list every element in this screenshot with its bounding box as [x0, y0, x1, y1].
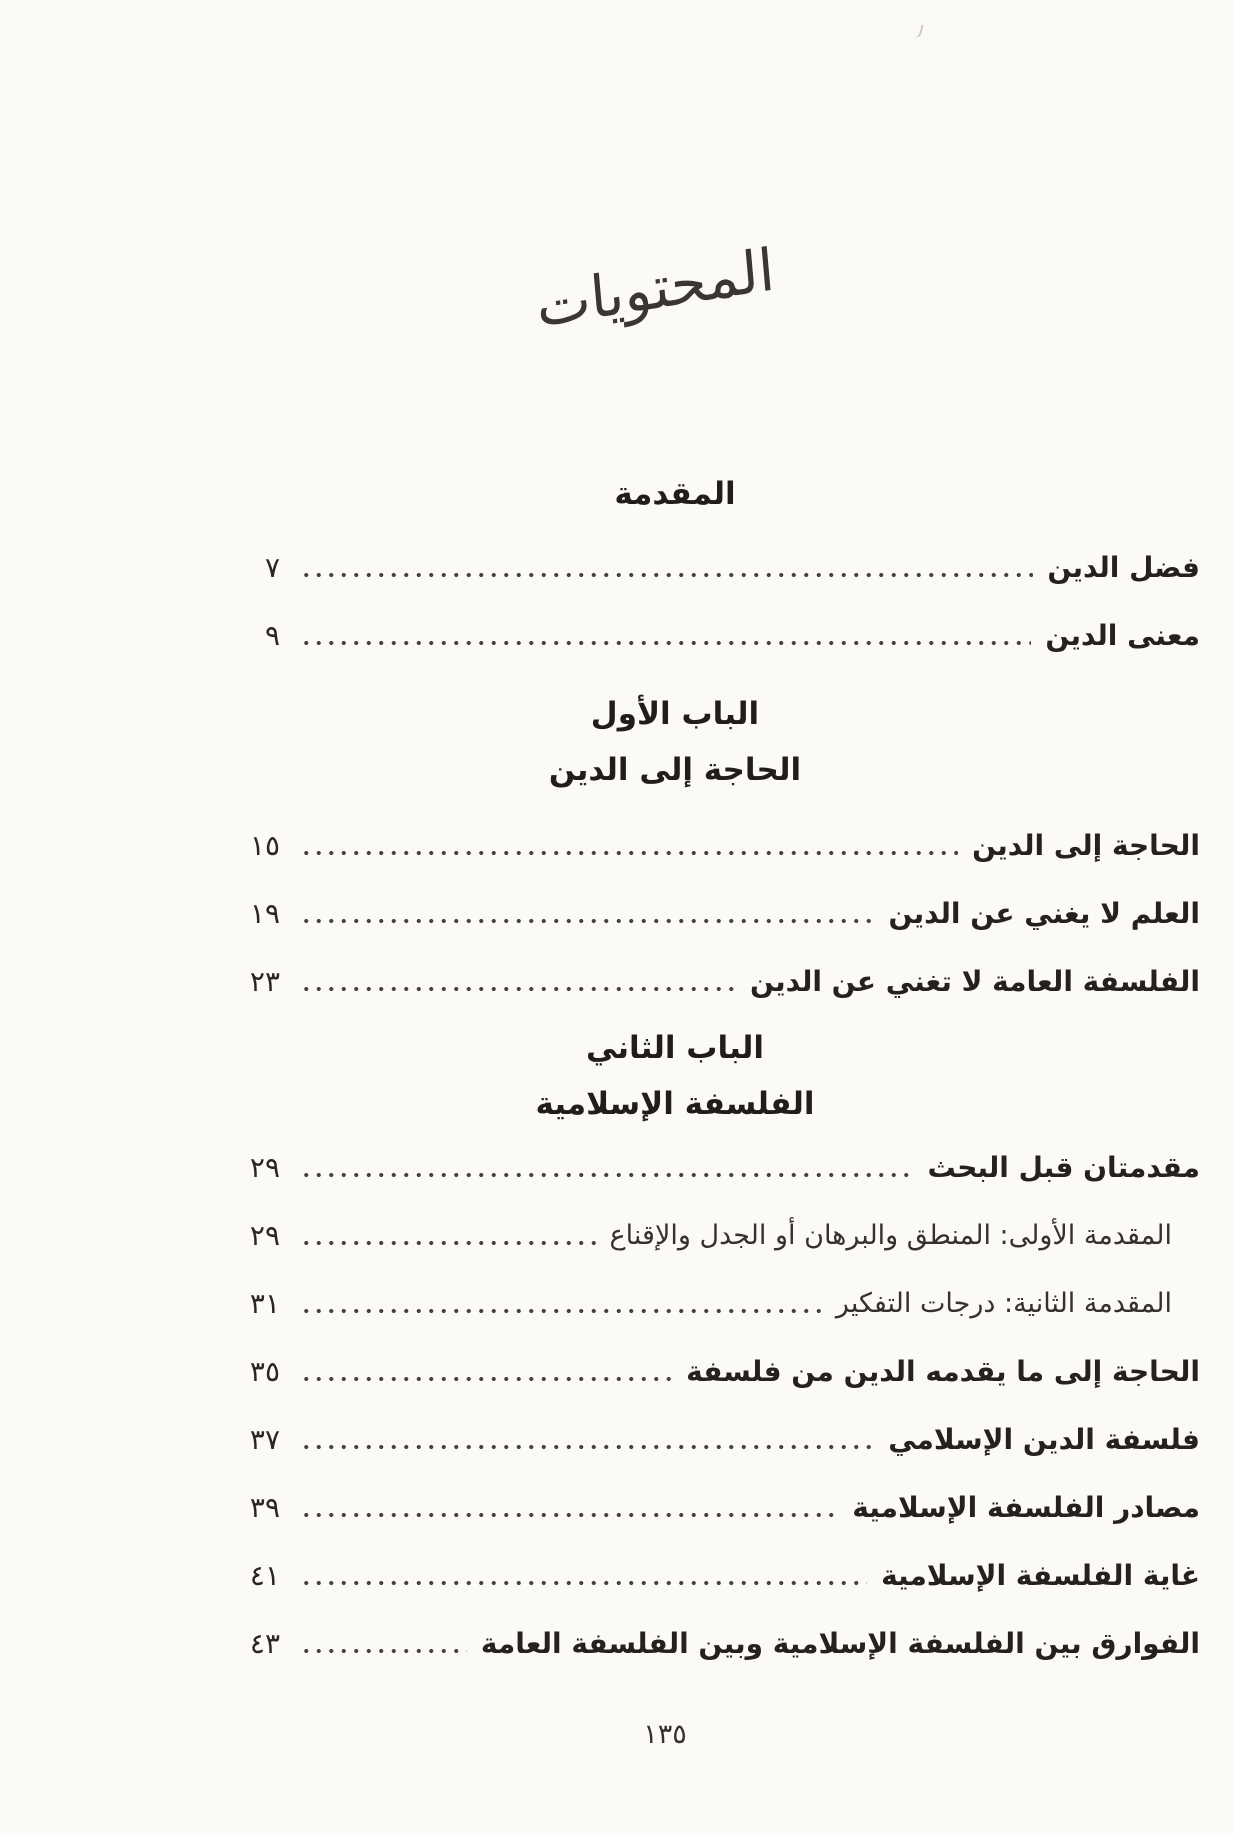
- section-heading: المقدمة: [614, 476, 736, 512]
- dot-leader: [300, 1442, 874, 1452]
- entry-page-number: ٢٣: [249, 964, 280, 998]
- entry-page-number: ٣٥: [249, 1354, 280, 1388]
- entry-title: العلم لا يغني عن الدين: [888, 896, 1200, 930]
- section-entries: [220, 533, 1200, 669]
- toc-section: [220, 1025, 1200, 1677]
- entry-title: مصادر الفلسفة الإسلامية: [852, 1490, 1200, 1524]
- entry-title: فلسفة الدين الإسلامي: [888, 1422, 1200, 1456]
- section-heading: الحاجة إلى الدين: [548, 752, 802, 788]
- entry-title: الحاجة إلى ما يقدمه الدين من فلسفة: [686, 1354, 1200, 1388]
- entry-title: مقدمتان قبل البحث: [927, 1150, 1200, 1184]
- entry-page-number: ٣٩: [249, 1490, 280, 1524]
- contents-title-calligraphy: المحتويات: [533, 235, 777, 341]
- section-entries: [220, 1133, 1200, 1677]
- entry-page-number: ١٩: [249, 896, 280, 930]
- entry-page-number: ٣١: [249, 1286, 280, 1320]
- toc-entry: [220, 879, 1200, 947]
- entry-title: معنى الدين: [1045, 618, 1200, 652]
- toc-entry: [220, 1133, 1200, 1201]
- toc-entry: [220, 811, 1200, 879]
- section-entries: [220, 811, 1200, 1015]
- toc-entry: [220, 1473, 1200, 1541]
- dot-leader: [300, 848, 958, 858]
- page-number: ١٣٥: [643, 1719, 687, 1750]
- section-headings: [220, 1025, 1200, 1127]
- toc-entry: [220, 601, 1200, 669]
- dot-leader: [300, 1646, 467, 1656]
- toc-entry: [220, 1609, 1200, 1677]
- dot-leader: [300, 1306, 822, 1316]
- contents-title-wrap: [0, 0, 1234, 341]
- section-heading: الباب الأول: [590, 696, 760, 732]
- toc-section: [220, 691, 1200, 1015]
- dot-leader: [300, 1578, 867, 1588]
- table-of-contents: [0, 473, 1234, 1677]
- toc-entry: [220, 1269, 1200, 1337]
- entry-page-number: ٢٩: [249, 1218, 280, 1252]
- entry-page-number: ٤٣: [249, 1626, 280, 1660]
- dot-leader: [300, 984, 736, 994]
- entry-page-number: ٣٧: [249, 1422, 280, 1456]
- dot-leader: [300, 570, 1033, 580]
- entry-title: الفلسفة العامة لا تغني عن الدين: [749, 964, 1200, 998]
- dot-leader: [300, 1170, 914, 1180]
- entry-title: المقدمة الثانية: درجات التفكير: [835, 1287, 1172, 1319]
- section-heading: الباب الثاني: [585, 1030, 765, 1066]
- toc-entry: [220, 947, 1200, 1015]
- entry-page-number: ٩: [264, 618, 280, 652]
- entry-page-number: ١٥: [249, 828, 280, 862]
- entry-title: غاية الفلسفة الإسلامية: [881, 1558, 1200, 1592]
- dot-leader: [300, 916, 874, 926]
- toc-entry: [220, 1541, 1200, 1609]
- entry-title: المقدمة الأولى: المنطق والبرهان أو الجدل والإقناع: [609, 1219, 1172, 1251]
- dot-leader: [300, 1238, 596, 1248]
- section-headings: [220, 691, 1200, 793]
- dot-leader: [300, 1374, 672, 1384]
- dot-leader: [300, 638, 1031, 648]
- toc-entry: [220, 1405, 1200, 1473]
- toc-entry: [220, 533, 1200, 601]
- entry-title: فضل الدين: [1047, 550, 1200, 584]
- section-heading: الفلسفة الإسلامية: [535, 1086, 815, 1122]
- entry-page-number: ٢٩: [249, 1150, 280, 1184]
- entry-title: الحاجة إلى الدين: [972, 828, 1200, 862]
- entry-page-number: ٧: [264, 550, 280, 584]
- entry-page-number: ٤١: [249, 1558, 280, 1592]
- toc-section: [220, 473, 1200, 669]
- entry-title: الفوارق بين الفلسفة الإسلامية وبين الفلسفة العامة: [480, 1626, 1200, 1660]
- dot-leader: [300, 1510, 838, 1520]
- toc-entry: [220, 1337, 1200, 1405]
- toc-entry: [220, 1201, 1200, 1269]
- section-headings: [220, 473, 1200, 515]
